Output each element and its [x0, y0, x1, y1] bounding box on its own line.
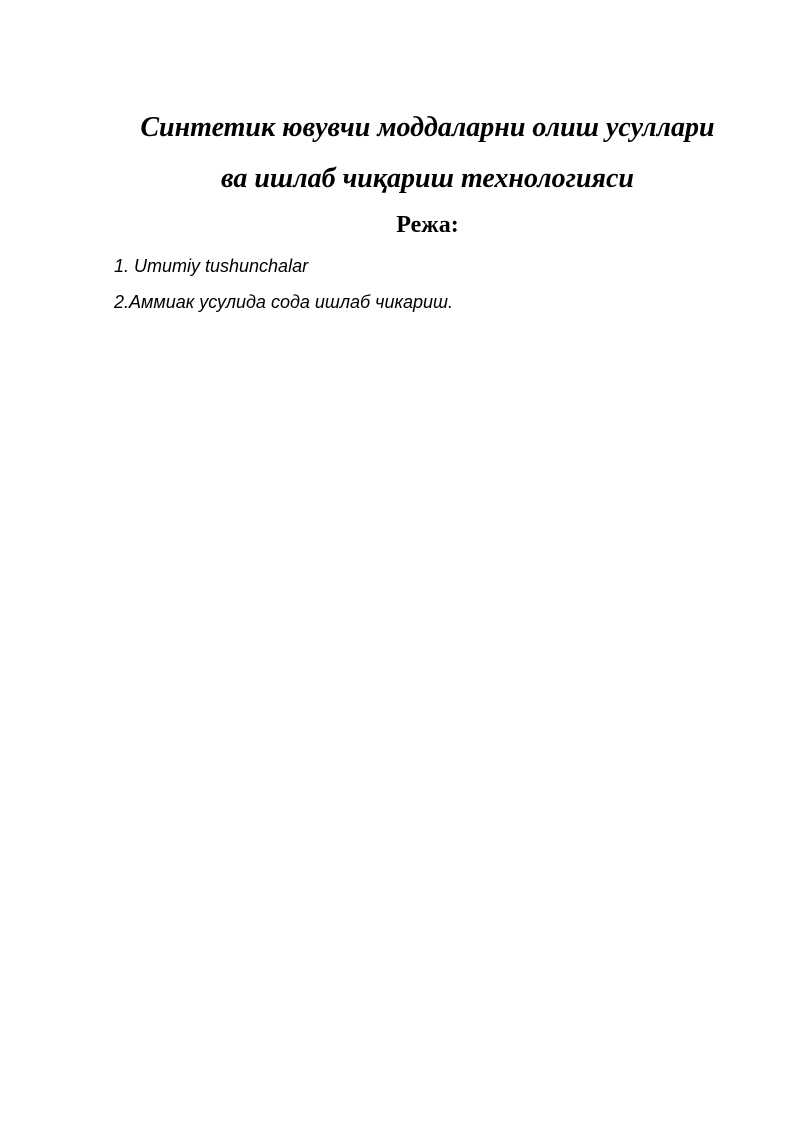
plan-list — [114, 252, 453, 324]
plan-heading: Режа: — [396, 212, 459, 238]
plan-item-text: Umumiy tushunchalar — [134, 256, 309, 276]
plan-item — [114, 252, 453, 288]
plan-item — [114, 288, 453, 324]
plan-item-number: 1. — [114, 256, 130, 276]
document-title-line-2: ва ишлаб чиқариш технологияси — [221, 163, 634, 194]
document-title-line-1: Синтетик ювувчи моддаларни олиш усуллари — [140, 112, 715, 143]
plan-item-number: 2. — [114, 292, 130, 312]
plan-item-text: Аммиак усулида сода ишлаб чикариш. — [129, 292, 453, 312]
